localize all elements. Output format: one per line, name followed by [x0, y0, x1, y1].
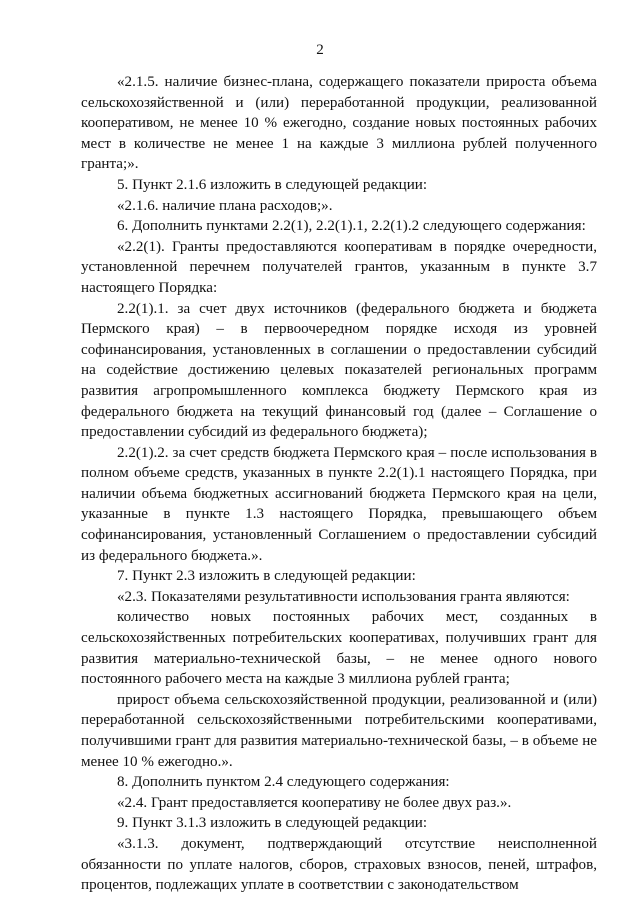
- paragraph-item-5: 5. Пункт 2.1.6 изложить в следующей редакции:: [117, 176, 428, 193]
- document-body: [81, 72, 597, 896]
- paragraph-2-2-1-1: 2.2(1).1. за счет двух источников (федерального бюджета и бюджета Пермского края) – в первоочередном порядке исходя из уровней софинансирования, установленных в соглашении о предоставлении субсидий на содействие достижению целевых показателей региональных программ развития агропромышленного комплекса бюджету Пермского края из федерального бюджета на текущий финансовый год (далее – Соглашение о предоставлении субсидий из федерального бюджета);: [81, 300, 597, 441]
- paragraph-indicator-growth: прирост объема сельскохозяйственной продукции, реализованной и (или) переработанной сельскохозяйственными потребительскими кооперативами, получившими грант для развития материально-технической базы, – в объеме не менее 10 % ежегодно.».: [81, 691, 597, 770]
- paragraph-item-8: 8. Дополнить пунктом 2.4 следующего содержания:: [117, 774, 450, 791]
- paragraph-item-9: 9. Пункт 3.1.3 изложить в следующей редакции:: [117, 815, 428, 832]
- paragraph-2-1-6: «2.1.6. наличие плана расходов;».: [117, 197, 333, 214]
- paragraph-item-6: 6. Дополнить пунктами 2.2(1), 2.2(1).1, 2.2(1).2 следующего содержания:: [117, 218, 586, 235]
- paragraph-indicator-jobs: количество новых постоянных рабочих мест, созданных в сельскохозяйственных потребительских кооперативах, получивших грант для развития материально-технической базы, – не менее одного нового постоянного рабочего места на каждые 3 миллиона рублей гранта;: [81, 609, 597, 688]
- paragraph-2-1-5: «2.1.5. наличие бизнес-плана, содержащего показатели прироста объема сельскохозяйственной и (или) переработанной продукции, реализованной кооперативом, не менее 10 % ежегодно, создание новых постоянных рабочих мест в количестве не менее 1 на каждые 3 миллиона рублей полученного гранта;».: [81, 74, 597, 173]
- paragraph-item-7: 7. Пункт 2.3 изложить в следующей редакции:: [117, 568, 416, 585]
- paragraph-2-2-1-2: 2.2(1).2. за счет средств бюджета Пермского края – после использования в полном объеме средств, указанных в пункте 2.2(1).1 настоящего Порядка, при наличии объема бюджетных ассигнований бюджета Пермского края на цели, указанные в пункте 1.3 настоящего Порядка, превышающего объем софинансирования, установленный Соглашением о предоставлении субсидий из федерального бюджета.».: [81, 444, 597, 564]
- paragraph-3-1-3: «3.1.3. документ, подтверждающий отсутствие неисполненной обязанности по уплате налогов, сборов, страховых взносов, пеней, штрафов, процентов, подлежащих уплате в соответствии с законодательством: [81, 835, 597, 894]
- paragraph-2-4: «2.4. Грант предоставляется кооперативу не более двух раз.».: [117, 794, 512, 811]
- paragraph-2-2-1: «2.2(1). Гранты предоставляются кооперативам в порядке очередности, установленной перечнем получателей грантов, указанным в пункте 3.7 настоящего Порядка:: [81, 238, 597, 296]
- page-number: 2: [316, 42, 324, 58]
- paragraph-2-3: «2.3. Показателями результативности использования гранта являются:: [117, 588, 570, 605]
